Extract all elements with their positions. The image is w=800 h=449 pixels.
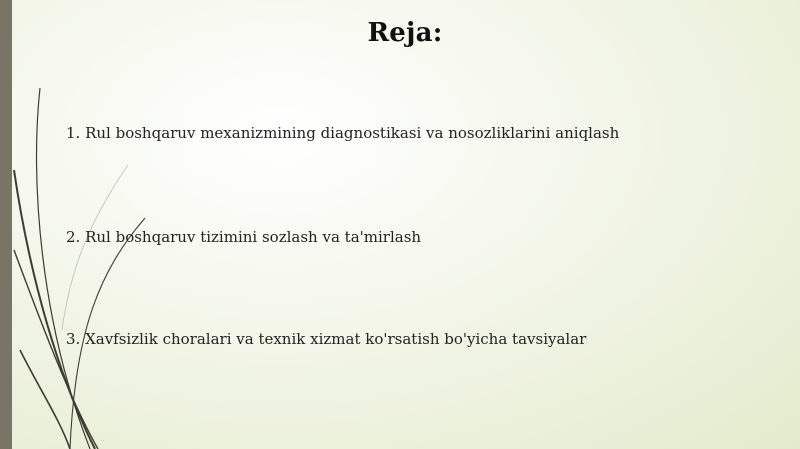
plan-item-2: 2. Rul boshqaruv tizimini sozlash va ta'mirlash <box>66 228 422 246</box>
plan-item-1: 1. Rul boshqaruv mexanizmining diagnostikasi va nosozliklarini aniqlash <box>66 124 620 142</box>
left-accent-bar <box>0 0 12 449</box>
plan-item-3: 3. Xavfsizlik choralari va texnik xizmat ko'rsatish bo'yicha tavsiyalar <box>66 330 587 348</box>
slide-title: Reja: <box>367 18 443 48</box>
